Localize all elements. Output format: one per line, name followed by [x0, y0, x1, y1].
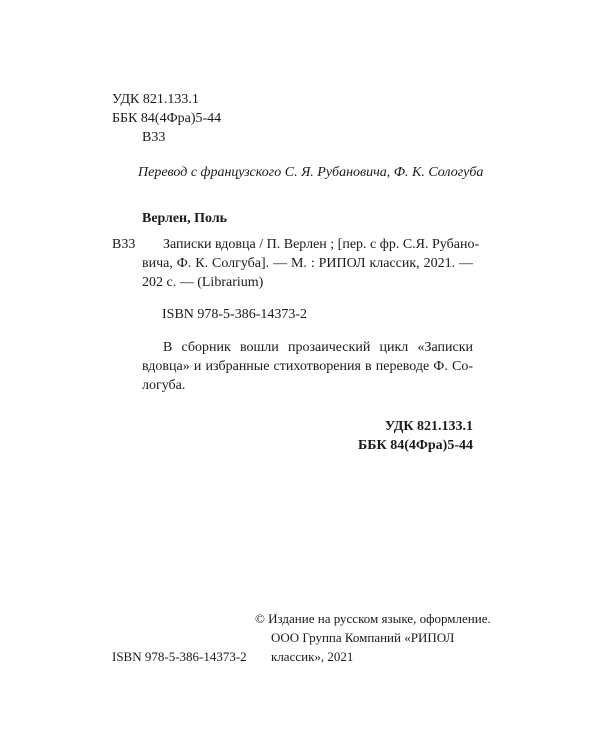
udk-code-top: УДК 821.133.1 — [112, 92, 199, 107]
catalog-author: Верлен, Поль — [142, 211, 228, 226]
annotation-line-1: В сборник вошли прозаический цикл «Записки — [163, 340, 473, 355]
catalog-isbn: ISBN 978-5-386-14373-2 — [162, 307, 308, 322]
catalog-line-3: 202 с. — (Librarium) — [142, 275, 264, 290]
copyright-line-3: классик», 2021 — [271, 649, 354, 664]
copyright-line-2: ООО Группа Компаний «РИПОЛ — [271, 630, 455, 645]
author-mark-top: В33 — [142, 130, 166, 145]
copyright-line-1: © Издание на русском языке, оформление. — [255, 611, 491, 626]
udk-code-bottom: УДК 821.133.1 — [384, 419, 473, 434]
bbk-code-bottom: ББК 84(4Фра)5-44 — [358, 438, 473, 453]
footer-isbn: ISBN 978-5-386-14373-2 — [112, 649, 247, 664]
catalog-line-2: вича, Ф. К. Солгуба]. — М. : РИПОЛ классик, 2021. — — [142, 256, 473, 271]
annotation-line-2: вдовца» и избранные стихотворения в переводе Ф. Со- — [142, 359, 473, 374]
catalog-line-1: Записки вдовца / П. Верлен ; [пер. с фр. С.Я. Рубано- — [163, 237, 480, 252]
translation-note: Перевод с французского С. Я. Рубановича, Ф. К. Сологуба — [138, 165, 484, 180]
annotation-line-3: логуба. — [142, 378, 186, 393]
bbk-code-top: ББК 84(4Фра)5-44 — [112, 111, 222, 126]
catalog-mark: В33 — [112, 237, 136, 252]
